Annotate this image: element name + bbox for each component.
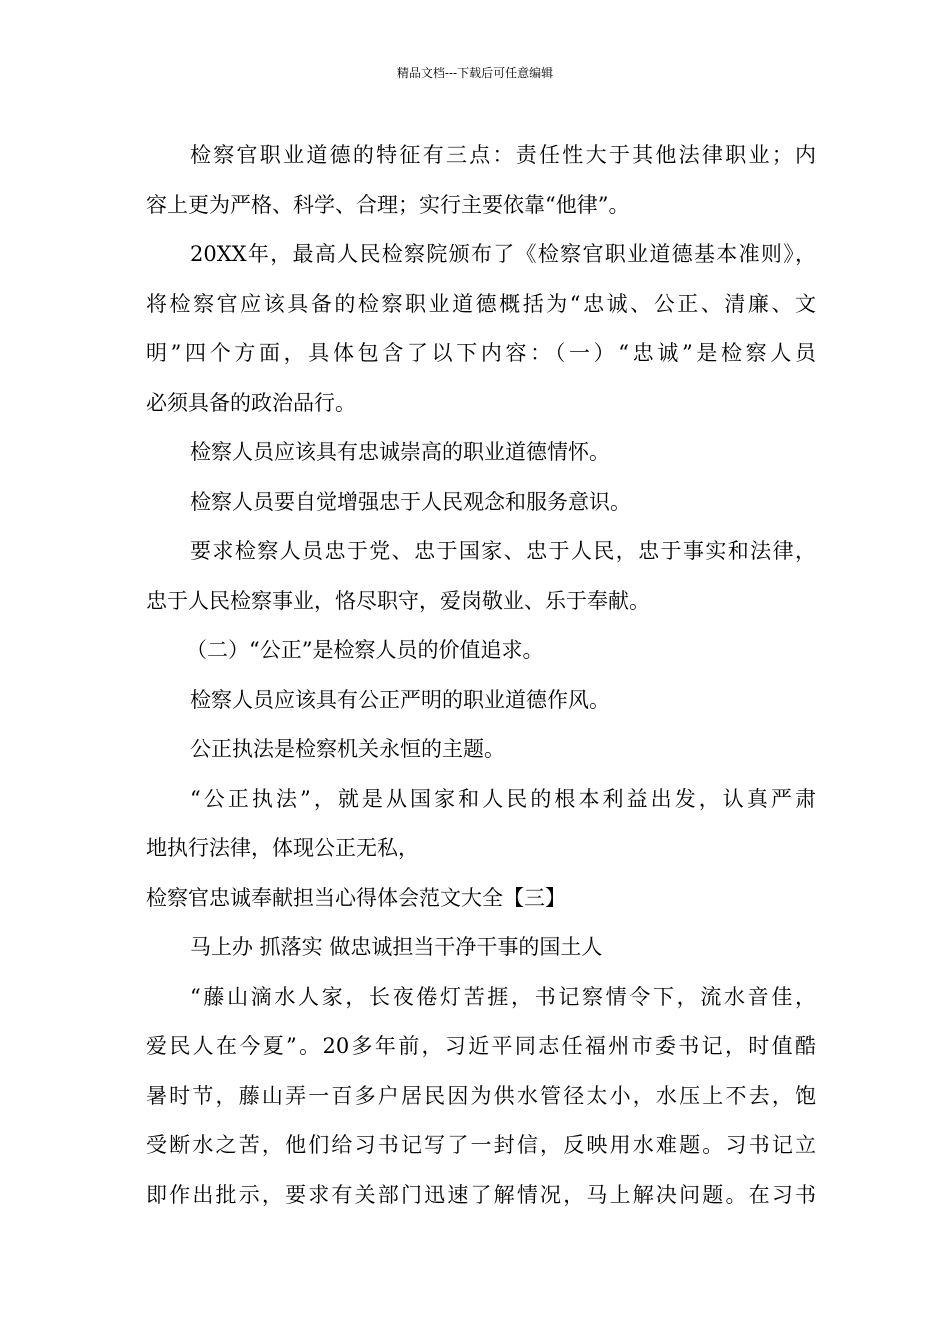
subsection-title: 马上办 抓落实 做忠诚担当干净干事的国土人 xyxy=(190,935,603,959)
paragraph-line: 必须具备的政治品行。 xyxy=(146,390,356,415)
paragraph-line: 将检察官应该具备的检察职业道德概括为“忠诚、公正、清廉、文 xyxy=(146,291,816,316)
paragraph-line: 明”四个方面，具体包含了以下内容：（一）“忠诚”是检察人员 xyxy=(146,341,816,365)
paragraph-line: “公正执法”，就是从国家和人民的根本利益出发，认真严肃 xyxy=(190,786,816,811)
paragraph-line: 检察人员要自觉增强忠于人民观念和服务意识。 xyxy=(190,489,631,514)
page-header: 精品文档---下载后可任意编辑 xyxy=(396,66,554,80)
paragraph-line: 暑时节，藤山弄一百多户居民因为供水管径太小，水压上不去，饱 xyxy=(146,1083,816,1108)
paragraph-line: （二）“公正”是检察人员的价值追求。 xyxy=(186,638,544,662)
paragraph-line: 爱民人在今夏”。20多年前，习近平同志任福州市委书记，时值酷 xyxy=(146,1034,816,1058)
paragraph-line: 地执行法律，体现公正无私， xyxy=(146,836,419,860)
paragraph-line: 受断水之苦，他们给习书记写了一封信，反映用水难题。习书记立 xyxy=(146,1133,816,1157)
paragraph-line: 检察人员应该具有公正严明的职业道德作风。 xyxy=(190,687,610,712)
paragraph-line: “藤山滴水人家，长夜倦灯苦捱，书记察情令下，流水音佳， xyxy=(190,984,816,1009)
section-heading: 检察官忠诚奉献担当心得体会范文大全【三】 xyxy=(146,885,566,910)
paragraph-line: 忠于人民检察事业，恪尽职守，爱岗敬业、乐于奉献。 xyxy=(146,588,650,613)
document-body xyxy=(146,131,816,1220)
paragraph-line: 容上更为严格、科学、合理；实行主要依靠“他律”。 xyxy=(146,192,630,217)
paragraph-line: 20XX年，最高人民检察院颁布了《检察官职业道德基本准则》， xyxy=(190,242,816,266)
paragraph-line: 即作出批示，要求有关部门迅速了解情况，马上解决问题。在习书 xyxy=(146,1182,816,1207)
paragraph-line: 要求检察人员忠于党、忠于国家、忠于人民，忠于事实和法律， xyxy=(190,539,816,563)
paragraph-line: 检察人员应该具有忠诚崇高的职业道德情怀。 xyxy=(190,440,610,464)
paragraph-line: 检察官职业道德的特征有三点：责任性大于其他法律职业；内 xyxy=(190,143,816,167)
paragraph-line: 公正执法是检察机关永恒的主题。 xyxy=(190,737,505,761)
